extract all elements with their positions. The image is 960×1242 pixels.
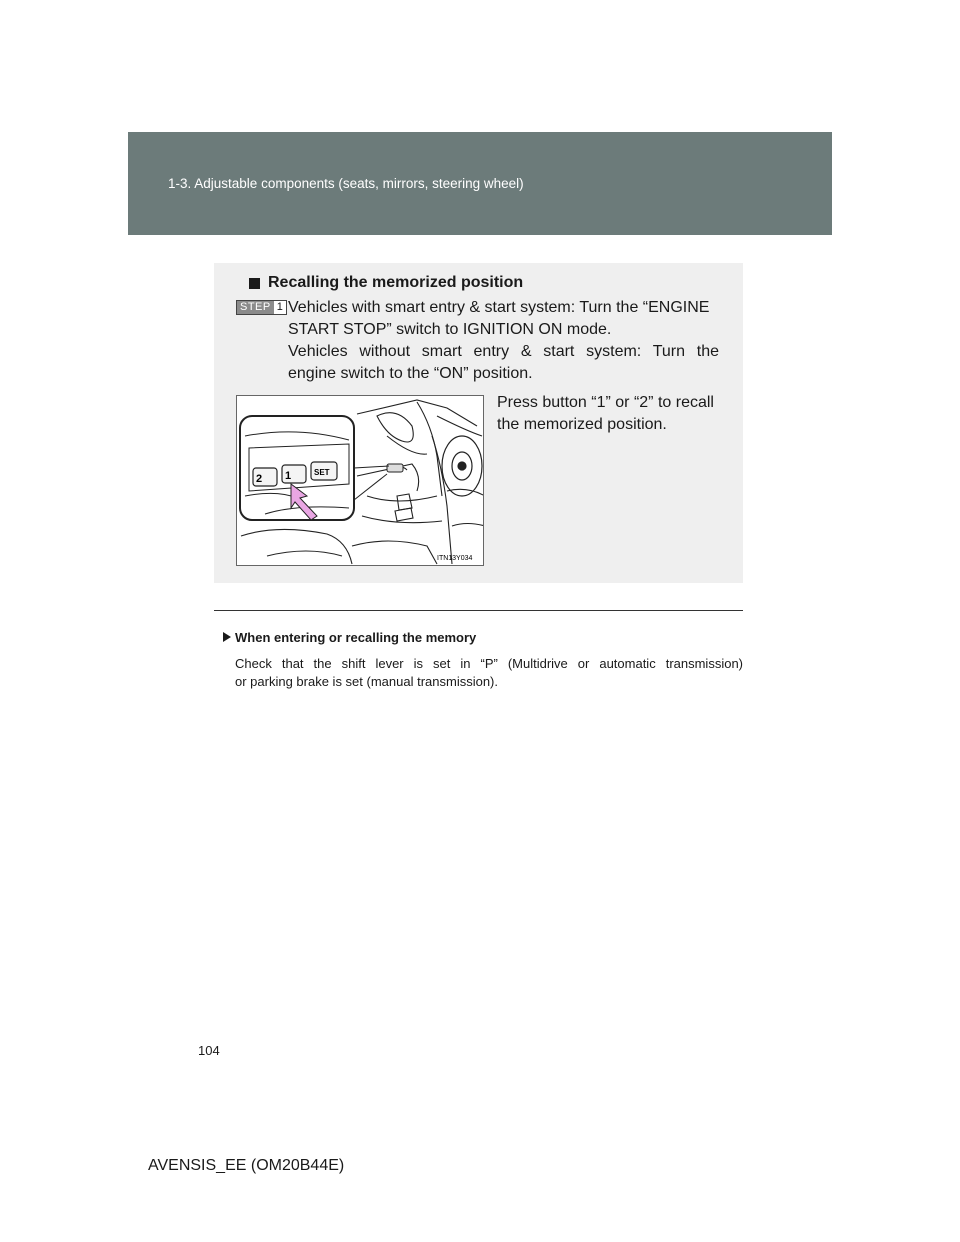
note-line-1: Check that the shift lever is set in “P” (Multidrive or automatic transmission)	[235, 656, 743, 671]
set-button-label: SET	[314, 468, 330, 477]
step-label: STEP	[237, 301, 274, 314]
step-1-text-line-4: engine switch to the “ON” position.	[288, 365, 533, 382]
step-number: 1	[276, 301, 283, 313]
step-1-text-line-3: Vehicles without smart entry & start system: Turn the	[288, 343, 719, 360]
triangle-bullet-icon	[223, 632, 231, 642]
section-divider	[214, 610, 743, 611]
step-1-text-line-1: Vehicles with smart entry & start system: Turn the “ENGINE	[288, 299, 710, 316]
memory-button-1-label: 1	[285, 470, 292, 482]
procedure-title: Recalling the memorized position	[268, 274, 524, 291]
step-2-text-line-1: Press button “1” or “2” to recall	[497, 394, 714, 411]
note-title: When entering or recalling the memory	[235, 630, 477, 645]
section-header	[128, 132, 832, 235]
door-panel-drawing	[237, 396, 484, 566]
step-1-text-line-2: START STOP” switch to IGNITION ON mode.	[288, 321, 612, 338]
note-body	[235, 655, 743, 691]
footer-model-code: AVENSIS_EE (OM20B44E)	[148, 1157, 345, 1174]
section-title: 1-3. Adjustable components (seats, mirrors, steering wheel)	[168, 176, 524, 191]
memory-button-2-label: 2	[256, 473, 263, 485]
door-memory-switch-illustration	[236, 395, 484, 566]
note-line-2: or parking brake is set (manual transmission).	[235, 674, 498, 689]
page-number: 104	[198, 1043, 220, 1058]
illustration-code: ITN13Y034	[437, 555, 473, 562]
step-2-text-line-2: the memorized position.	[497, 416, 667, 433]
square-bullet-icon	[249, 278, 260, 289]
step-1-badge	[236, 300, 287, 315]
